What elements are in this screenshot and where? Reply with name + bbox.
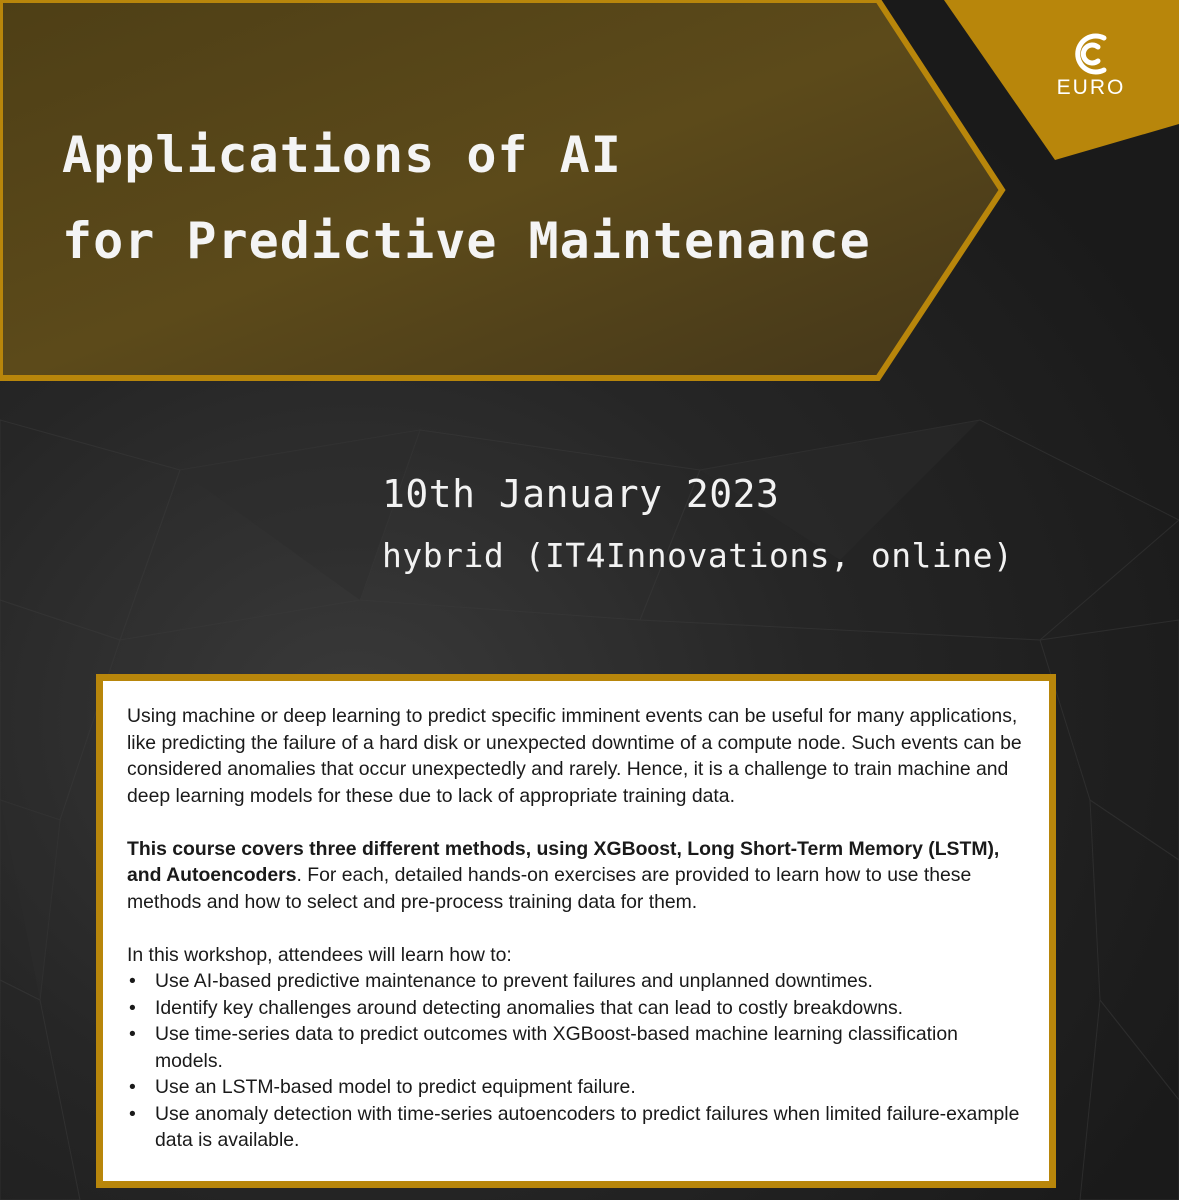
- list-item: • Use time-series data to predict outcomes with XGBoost-based machine learning classification models.: [127, 1021, 1023, 1074]
- methods-paragraph: [127, 836, 1023, 916]
- methods-bold-text: This course covers three different methods, using XGBoost, Long Short-Term Memory (LSTM), and Autoencoders: [127, 837, 1000, 886]
- event-date: 10th January 2023: [382, 472, 780, 516]
- outcomes-list: [127, 968, 1023, 1154]
- event-location: hybrid (IT4Innovations, online): [382, 536, 1014, 575]
- intro-paragraph: Using machine or deep learning to predict specific imminent events can be useful for many applications, like predicting the failure of a hard disk or unexpected downtime of a compute node. Such events can be considered anomalies that occur unexpectedly and rarely. Hence, it is a challenge to train machine and deep learning models for these due to lack of appropriate training data.: [127, 705, 1022, 807]
- event-info: [382, 470, 1013, 580]
- outcomes-heading: In this workshop, attendees will learn how to:: [127, 943, 512, 966]
- list-item: • Use anomaly detection with time-series autoencoders to predict failures when limited failure-example data is available.: [127, 1101, 1023, 1154]
- methods-text: . For each, detailed hands-on exercises are provided to learn how to use these methods and how to select and pre-process training data for them.: [127, 864, 972, 913]
- list-item: • Identify key challenges around detecting anomalies that can lead to costly breakdowns.: [127, 995, 1023, 1022]
- title-line-2: for Predictive Maintenance: [62, 212, 871, 270]
- list-item: • Use an LSTM-based model to predict equipment failure.: [127, 1074, 1023, 1101]
- description-card: [96, 674, 1056, 1188]
- list-item: • Use AI-based predictive maintenance to prevent failures and unplanned downtimes.: [127, 968, 1023, 995]
- title-line-1: Applications of AI: [62, 126, 622, 184]
- page-title: [62, 112, 871, 284]
- logo-text: EURO: [1056, 76, 1126, 99]
